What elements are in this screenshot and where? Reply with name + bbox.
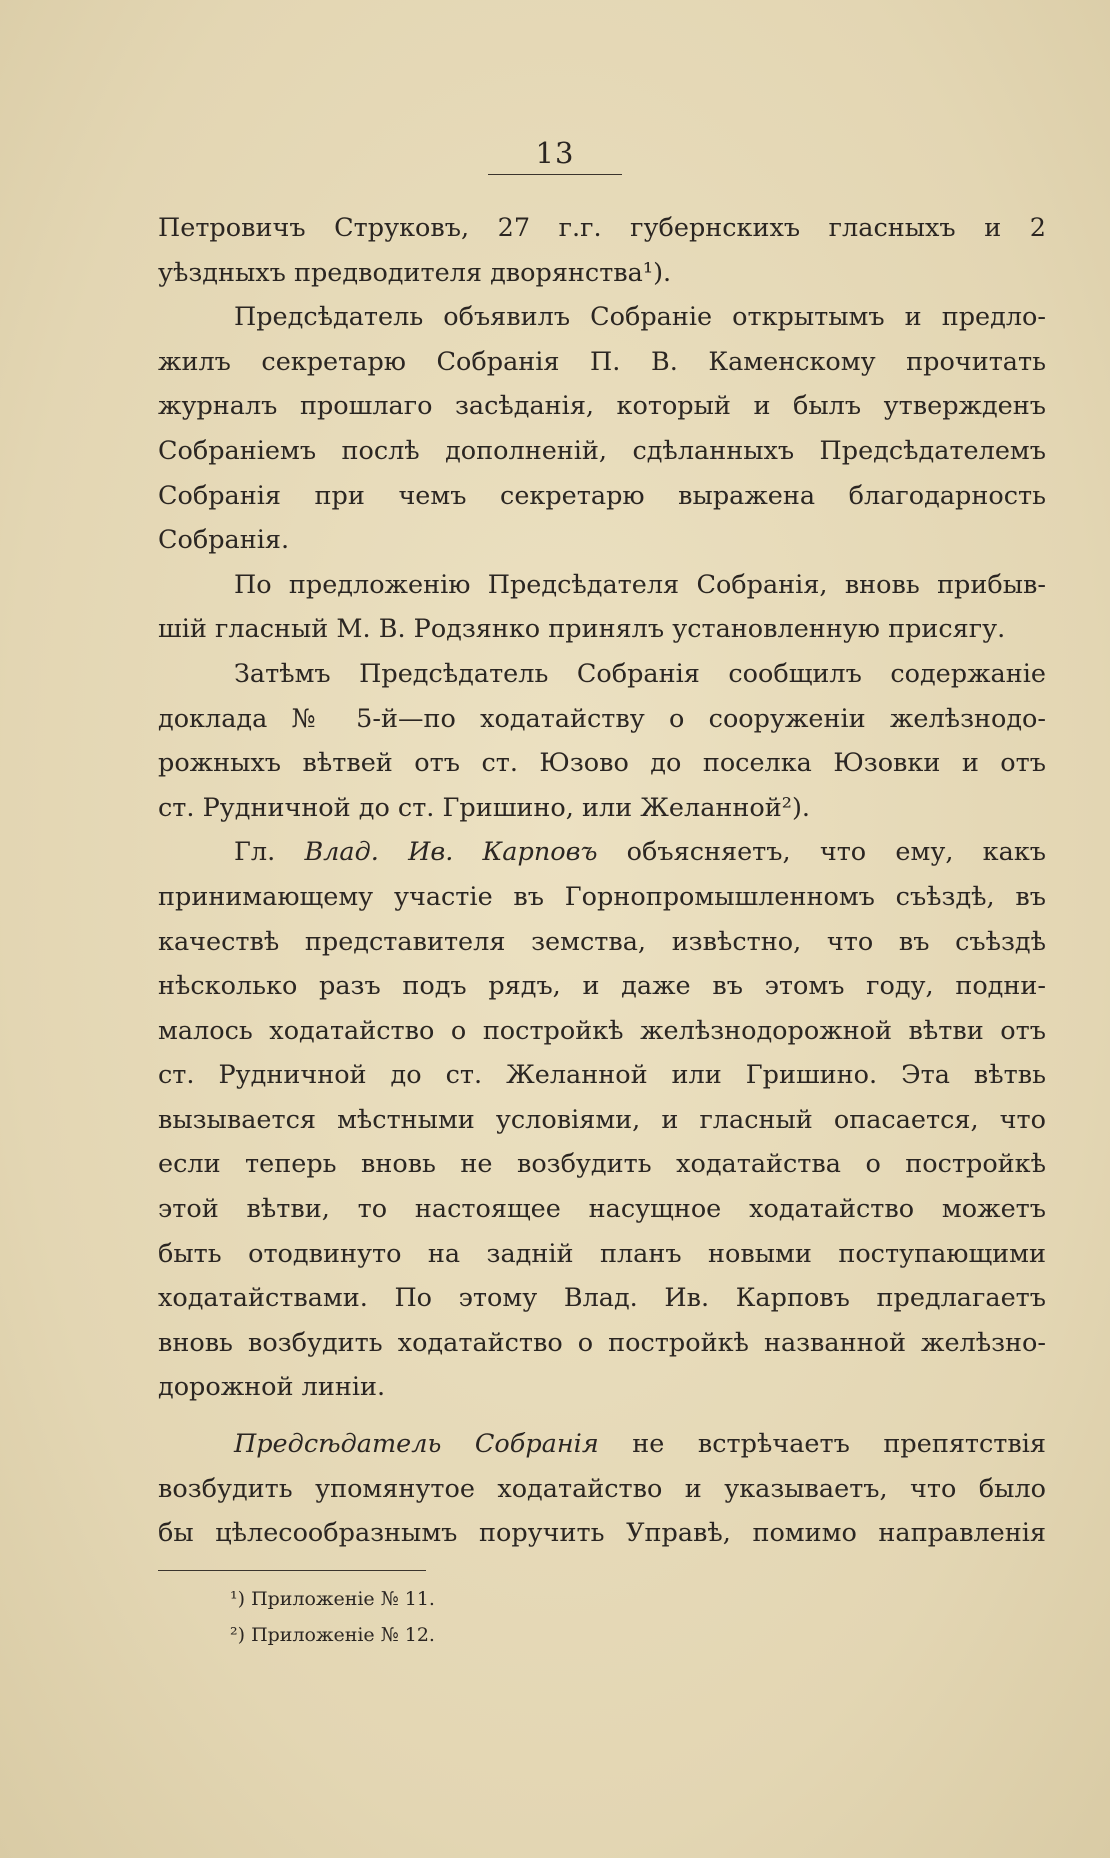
text-line: вызывается мѣстными условіями, и гласный опасается, что <box>158 1104 1046 1135</box>
text-line: Собранія при чемъ секретарю выражена благодарность <box>158 480 1046 511</box>
text-line: быть отодвинуто на задній планъ новыми поступающими <box>158 1238 1046 1269</box>
text-line: ст. Рудничной до ст. Гришино, или Желанной²). <box>158 792 811 823</box>
text-line: возбудить упомянутое ходатайство и указываетъ, что было <box>158 1473 1046 1504</box>
text-line: Собраніемъ послѣ дополненій, сдѣланныхъ Предсѣдателемъ <box>158 435 1046 466</box>
text-line: доклада № 5-й—по ходатайству о сооруженіи желѣзнодо- <box>158 703 1046 734</box>
text-line: Собранія. <box>158 525 290 556</box>
text-line: журналъ прошлаго засѣданія, который и былъ утвержденъ <box>158 391 1046 422</box>
text-line: качествѣ представителя земства, извѣстно, что въ съѣздѣ <box>158 926 1046 957</box>
text-line: По предложенію Предсѣдателя Собранія, вновь прибыв- <box>234 569 1046 600</box>
text-line: уѣздныхъ предводителя дворянства¹). <box>158 257 672 288</box>
text-line: бы цѣлесообразнымъ поручить Управѣ, помимо направленія <box>158 1518 1046 1549</box>
footnote: ¹) Приложеніе № 11. <box>230 1588 435 1610</box>
body-text <box>158 206 1046 1556</box>
footnote-divider <box>158 1570 426 1571</box>
text-line: шій гласный М. В. Родзянко принялъ установленную присягу. <box>158 614 1006 645</box>
paragraph-gap <box>158 1410 1046 1422</box>
page-number: 13 <box>488 136 623 175</box>
text-line: если теперь вновь не возбудить ходатайства о постройкѣ <box>158 1149 1046 1180</box>
text-line: принимающему участіе въ Горнопромышленномъ съѣздѣ, въ <box>158 881 1046 912</box>
text-line: рожныхъ вѣтвей отъ ст. Юзово до поселка Юзовки и отъ <box>158 748 1046 779</box>
footnotes <box>158 1570 1046 1653</box>
text-line: вновь возбудить ходатайство о постройкѣ названной желѣзно- <box>158 1327 1046 1358</box>
footnote: ²) Приложеніе № 12. <box>230 1624 435 1646</box>
text-line: Гл. Влад. Ив. Карповъ объясняетъ, что ему, какъ <box>234 837 1046 868</box>
text-line: ст. Рудничной до ст. Желанной или Гришино. Эта вѣтвь <box>158 1060 1046 1091</box>
text-line: дорожной линіи. <box>158 1372 386 1403</box>
text-line: Затѣмъ Предсѣдатель Собранія сообщилъ содержаніе <box>234 658 1046 689</box>
text-line: этой вѣтви, то настоящее насущное ходатайство можетъ <box>158 1194 1046 1225</box>
text-line: Предсѣдатель объявилъ Собраніе открытымъ и предло- <box>234 302 1046 333</box>
page-header <box>0 136 1110 175</box>
text-line: жилъ секретарю Собранія П. В. Каменскому прочитать <box>158 346 1046 377</box>
text-line: Предсѣдатель Собранія не встрѣчаетъ препятствія <box>234 1429 1046 1460</box>
text-line: Петровичъ Струковъ, 27 г.г. губернскихъ гласныхъ и 2 <box>158 213 1046 243</box>
text-line: малось ходатайство о постройкѣ желѣзнодорожной вѣтви отъ <box>158 1015 1046 1046</box>
text-line: нѣсколько разъ подъ рядъ, и даже въ этомъ году, подни- <box>158 971 1046 1002</box>
text-line: ходатайствами. По этому Влад. Ив. Карповъ предлагаетъ <box>158 1283 1046 1314</box>
